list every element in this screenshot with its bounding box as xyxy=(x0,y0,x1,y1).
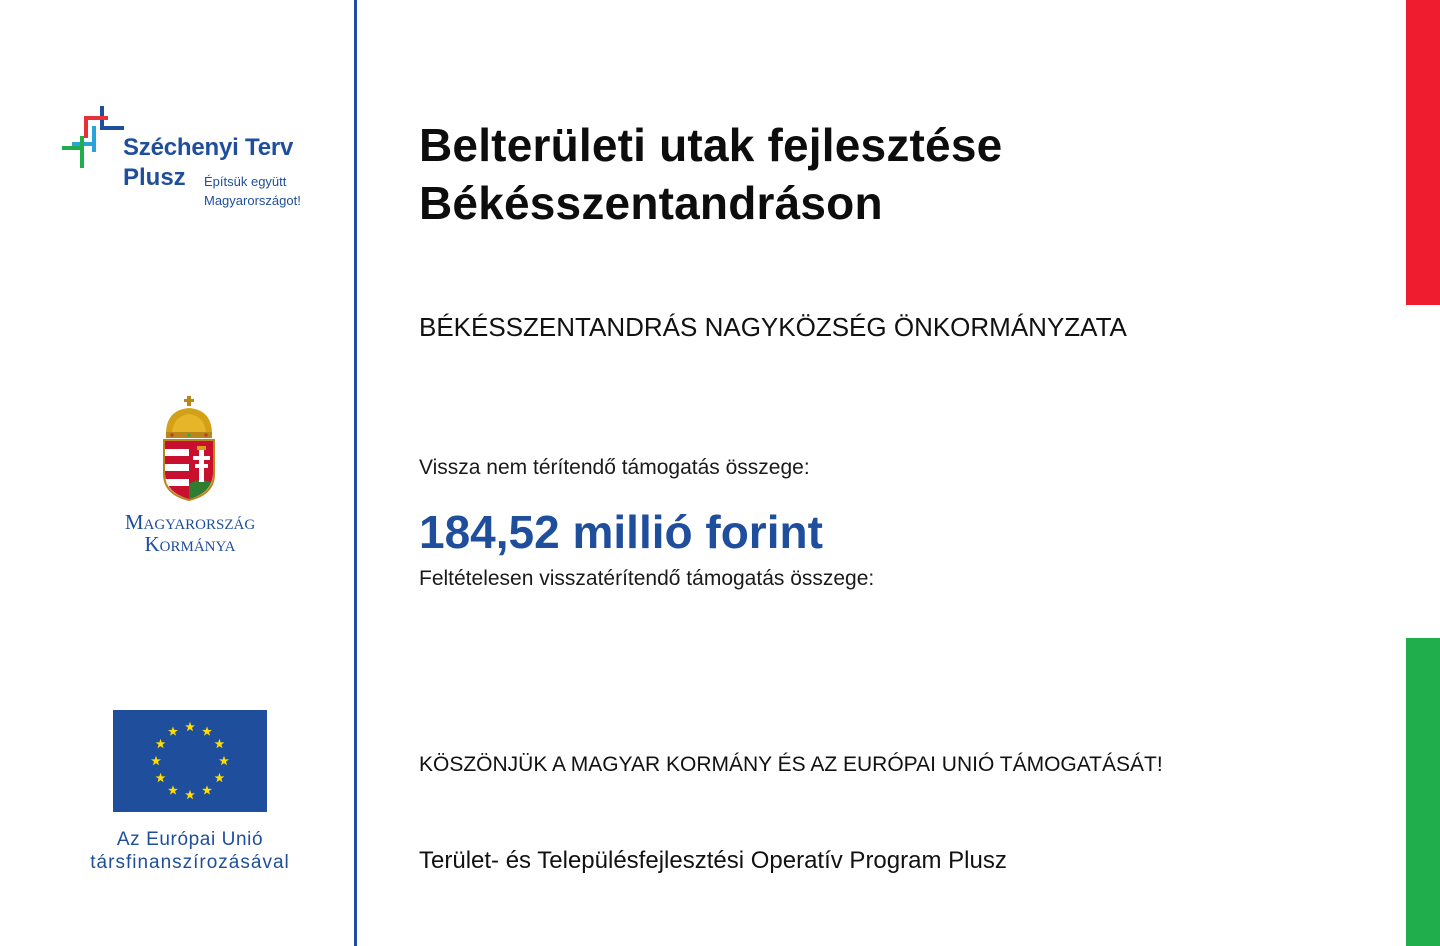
flag-stripe-red xyxy=(1406,0,1440,305)
hungarian-coat-of-arms-icon xyxy=(158,396,220,502)
szechenyi-title: Széchenyi Terv xyxy=(123,134,294,161)
szechenyi-terv-logo xyxy=(62,106,332,216)
eu-cofinancing-line1: Az Európai Unió xyxy=(116,829,264,850)
szechenyi-tagline-line1: Építsük együtt xyxy=(204,174,287,189)
government-name-line2: Kormánya xyxy=(144,532,236,556)
vertical-divider xyxy=(354,0,357,946)
eu-cofinancing-line2: társfinanszírozásával xyxy=(90,852,290,873)
project-title-line2: Békésszentandráson xyxy=(419,177,883,229)
flag-stripe-green xyxy=(1406,638,1440,946)
thanks-message: KÖSZÖNJÜK A MAGYAR KORMÁNY ÉS AZ EURÓPAI UNIÓ TÁMOGATÁSÁT! xyxy=(419,753,1163,776)
project-title-line1: Belterületi utak fejlesztése xyxy=(419,119,1003,171)
grant-amount-value: 184,52 millió forint xyxy=(419,506,823,558)
beneficiary-name: BÉKÉSSZENTANDRÁS NAGYKÖZSÉG ÖNKORMÁNYZATA xyxy=(419,312,1127,342)
government-name-line1: Magyarország xyxy=(124,510,256,534)
program-name: Terület- és Településfejlesztési Operatív Program Plusz xyxy=(419,847,1007,874)
szechenyi-cross-icon xyxy=(62,106,124,168)
project-title xyxy=(419,116,1002,232)
szechenyi-tagline-line2: Magyarországot! xyxy=(204,193,301,208)
eu-flag-icon xyxy=(113,710,267,812)
grant-amount-label: Vissza nem térítendő támogatás összege: xyxy=(419,456,810,479)
szechenyi-plusz: Plusz xyxy=(123,164,186,191)
conditional-grant-label: Feltételesen visszatérítendő támogatás összege: xyxy=(419,567,875,590)
